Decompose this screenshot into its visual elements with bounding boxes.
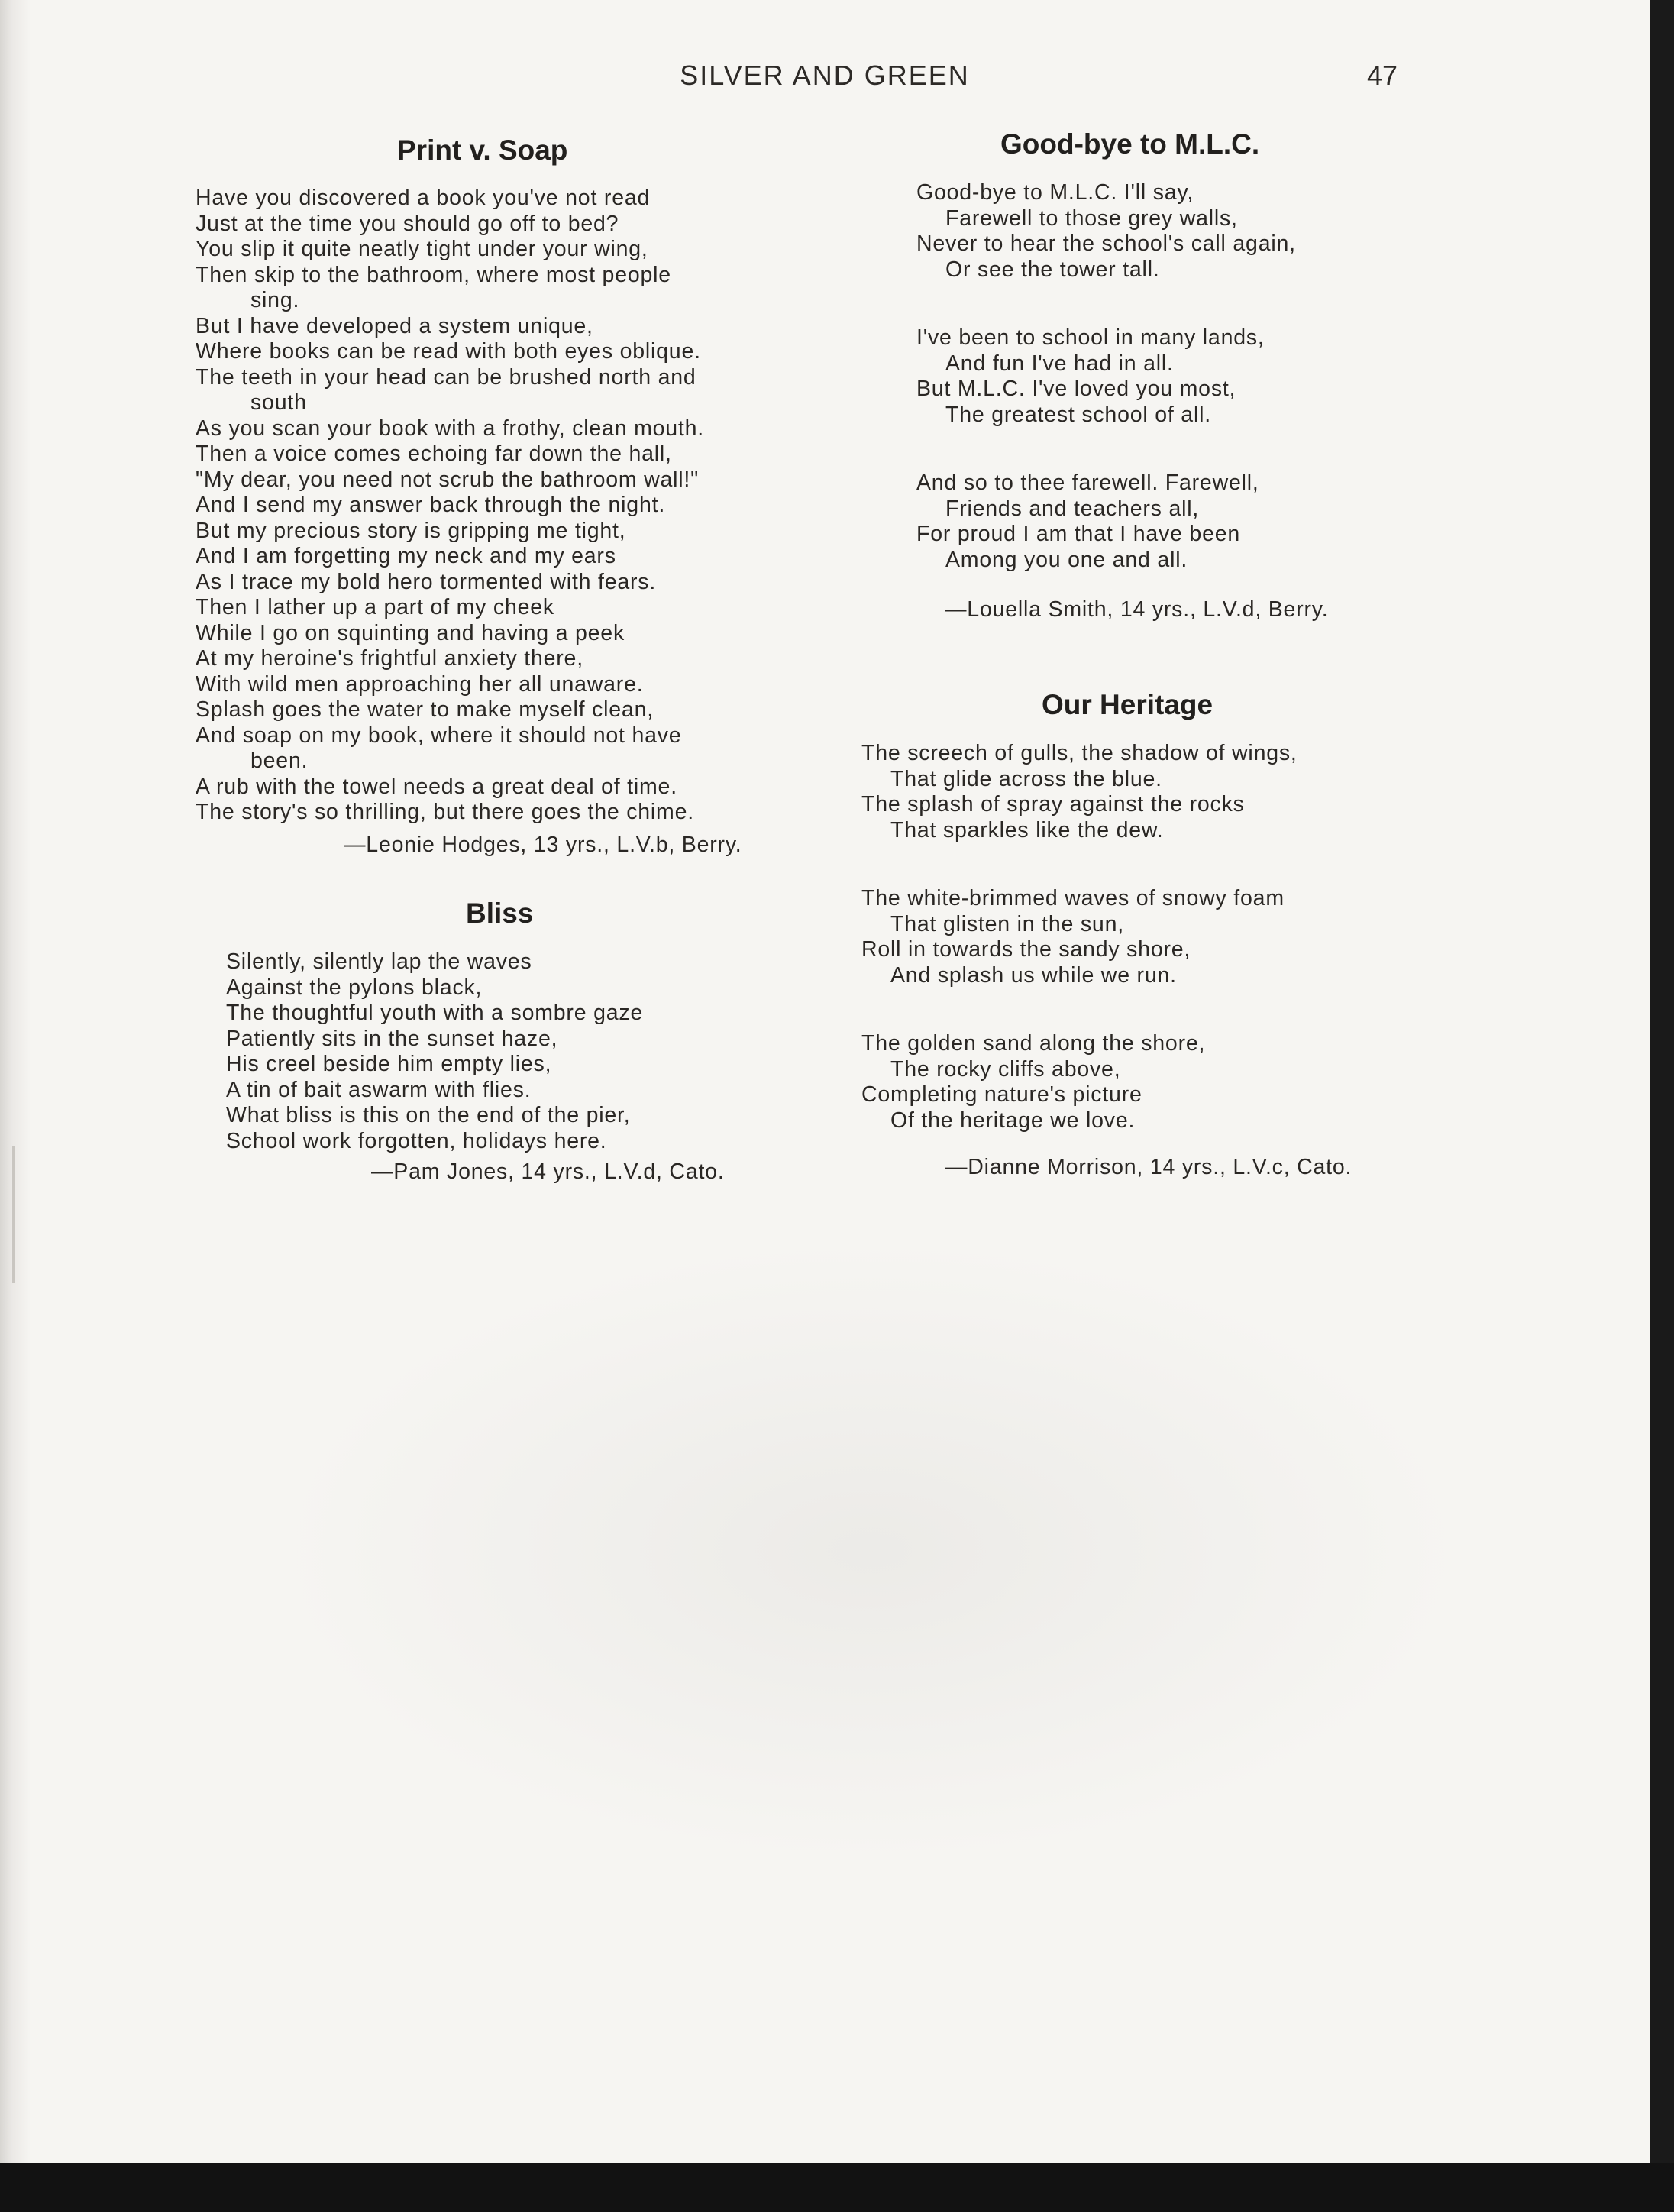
poem-line: Good-bye to M.L.C. I'll say, — [916, 180, 1194, 205]
poem-line: And fun I've had in all. — [945, 351, 1174, 376]
poem-title-print-v-soap: Print v. Soap — [397, 134, 568, 166]
poem-line: But my precious story is gripping me tight, — [196, 518, 626, 543]
poem-line: And splash us while we run. — [890, 962, 1177, 988]
poem-attribution-our-heritage: —Dianne Morrison, 14 yrs., L.V.c, Cato. — [945, 1155, 1352, 1179]
poem-line: But I have developed a system unique, — [196, 313, 593, 338]
poem-line: Splash goes the water to make myself clean, — [196, 697, 654, 722]
poem-line: Just at the time you should go off to bed? — [196, 211, 619, 236]
poem-print-v-soap — [196, 186, 704, 826]
poem-line: A tin of bait aswarm with flies. — [226, 1077, 532, 1102]
page-number: 47 — [1367, 60, 1398, 91]
scan-edge-right — [1650, 0, 1674, 2212]
poem-line: And soap on my book, where it should not have — [196, 723, 682, 748]
poem-line: And I am forgetting my neck and my ears — [196, 544, 616, 568]
poem-line: been. — [250, 749, 309, 773]
running-title: SILVER AND GREEN — [680, 60, 970, 91]
poem-line: Or see the tower tall. — [945, 257, 1160, 282]
poem-line: And I send my answer back through the night. — [196, 493, 666, 517]
poem-line: Then I lather up a part of my cheek — [196, 595, 554, 619]
poem-line: That glide across the blue. — [890, 766, 1162, 791]
spine-shadow — [0, 0, 31, 2163]
poem-line: Friends and teachers all, — [945, 496, 1200, 521]
poem-line: sing. — [250, 288, 300, 312]
poem-title-bliss: Bliss — [466, 897, 534, 929]
poem-line: The screech of gulls, the shadow of wings, — [861, 741, 1298, 765]
poem-line: Patiently sits in the sunset haze, — [226, 1026, 558, 1051]
poem-line: The teeth in your head can be brushed north and — [196, 364, 696, 390]
poem-line: The splash of spray against the rocks — [861, 792, 1245, 817]
poem-line: You slip it quite neatly tight under your wing, — [196, 237, 648, 261]
poem-line: At my heroine's frightful anxiety there, — [196, 646, 583, 671]
stanza-break — [916, 283, 1296, 325]
poem-line: The rocky cliffs above, — [890, 1056, 1121, 1082]
poem-line: For proud I am that I have been — [916, 522, 1241, 546]
poem-line: The story's so thrilling, but there goes the chime. — [196, 800, 694, 824]
poem-line: Have you discovered a book you've not read — [196, 186, 651, 210]
poem-line: Farewell to those grey walls, — [945, 205, 1238, 231]
poem-title-goodbye-mlc: Good-bye to M.L.C. — [1000, 128, 1260, 160]
poem-line: As you scan your book with a frothy, clean mouth. — [196, 416, 704, 441]
poem-line: His creel beside him empty lies, — [226, 1052, 552, 1076]
poem-line: Of the heritage we love. — [890, 1108, 1136, 1133]
poem-line: As I trace my bold hero tormented with fears. — [196, 569, 657, 594]
poem-line: That glisten in the sun, — [890, 911, 1124, 936]
poem-line: Where books can be read with both eyes oblique. — [196, 339, 701, 364]
show-through-bleed — [275, 1237, 1466, 1864]
poem-line: The thoughtful youth with a sombre gaze — [226, 1001, 644, 1025]
poem-line: south — [250, 390, 307, 415]
poem-line: What bliss is this on the end of the pier, — [226, 1103, 631, 1127]
poem-line: "My dear, you need not scrub the bathroom wall!" — [196, 467, 700, 492]
poem-line: Then skip to the bathroom, where most people — [196, 262, 671, 287]
stanza-break — [861, 988, 1298, 1031]
poem-line: And so to thee farewell. Farewell, — [916, 471, 1259, 495]
poem-line: With wild men approaching her all unaware. — [196, 671, 644, 697]
poem-line: I've been to school in many lands, — [916, 325, 1265, 350]
poem-line: Never to hear the school's call again, — [916, 231, 1296, 256]
poem-attribution-goodbye-mlc: —Louella Smith, 14 yrs., L.V.d, Berry. — [945, 597, 1329, 622]
poem-line: The greatest school of all. — [945, 402, 1211, 427]
poem-line: Among you one and all. — [945, 547, 1188, 572]
poem-our-heritage — [861, 741, 1298, 1133]
poem-goodbye-mlc — [916, 180, 1296, 573]
poem-line: Roll in towards the sandy shore, — [861, 937, 1191, 962]
poem-line: Then a voice comes echoing far down the hall, — [196, 441, 672, 466]
poem-line: A rub with the towel needs a great deal of time. — [196, 774, 677, 799]
poem-line: The white-brimmed waves of snowy foam — [861, 886, 1285, 910]
scan-edge-bottom — [0, 2163, 1674, 2212]
poem-line: But M.L.C. I've loved you most, — [916, 377, 1236, 401]
stanza-break — [861, 843, 1298, 886]
stanza-break — [916, 428, 1296, 471]
spine-crease — [12, 1146, 15, 1283]
poem-line: School work forgotten, holidays here. — [226, 1128, 607, 1153]
poem-line: While I go on squinting and having a peek — [196, 620, 625, 645]
poem-attribution-print-v-soap: —Leonie Hodges, 13 yrs., L.V.b, Berry. — [344, 833, 742, 857]
poem-line: Completing nature's picture — [861, 1082, 1142, 1107]
poem-attribution-bliss: —Pam Jones, 14 yrs., L.V.d, Cato. — [371, 1159, 725, 1184]
poem-bliss — [226, 949, 643, 1154]
poem-line: Silently, silently lap the waves — [226, 949, 532, 974]
poem-line: That sparkles like the dew. — [890, 817, 1164, 842]
poem-line: The golden sand along the shore, — [861, 1031, 1206, 1056]
poem-title-our-heritage: Our Heritage — [1042, 689, 1213, 720]
poem-line: Against the pylons black, — [226, 975, 483, 1000]
